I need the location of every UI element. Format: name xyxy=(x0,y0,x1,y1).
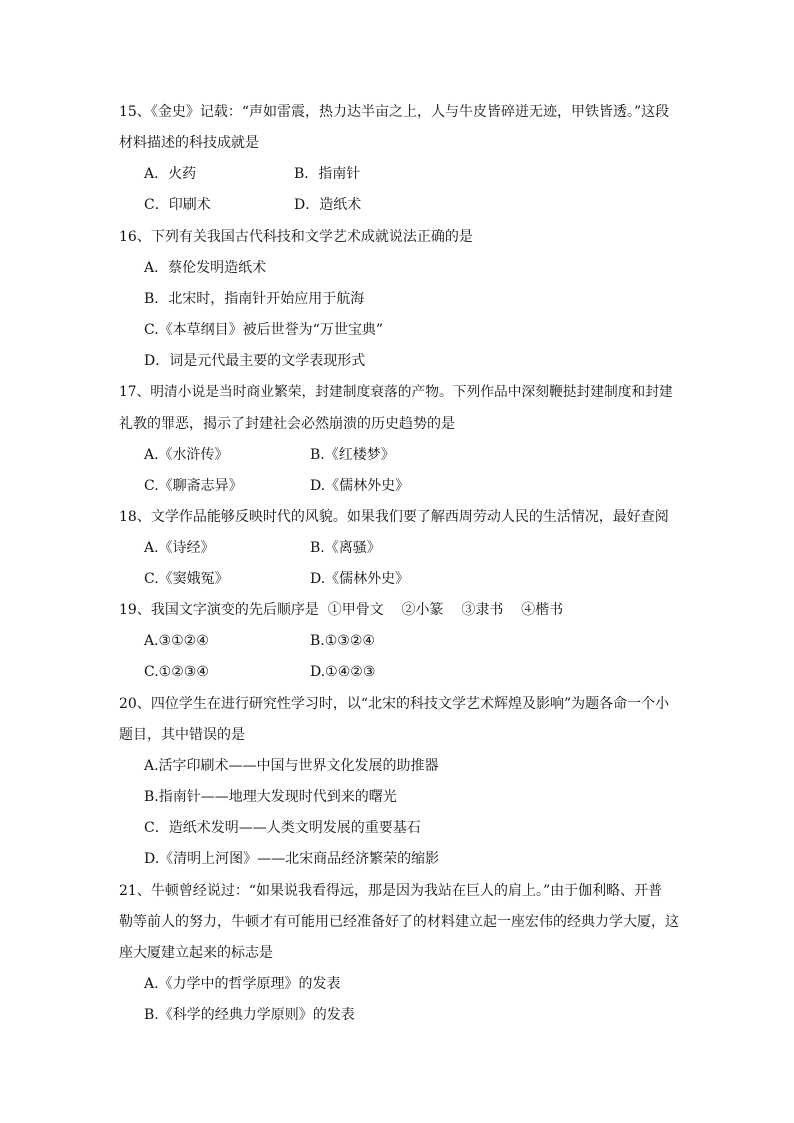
question-21-line-2: 勒等前人的努力，牛顿才有可能用已经准备好了的材料建立起一座宏伟的经典力学大厦，这 xyxy=(119,914,679,930)
question-15-line-1: 15、《金史》记载：“声如雷震，热力达半亩之上，人与牛皮皆碎迸无迹，甲铁皆透。”这段 xyxy=(119,104,670,120)
question-17-option-c: C.《聊斋志异》 xyxy=(144,478,243,494)
question-19-option-c: C.①②③④ xyxy=(144,664,209,680)
question-18-option-b: B.《离骚》 xyxy=(310,540,381,556)
question-15-option-a: A．火药 xyxy=(144,166,197,182)
question-17-option-d: D.《儒林外史》 xyxy=(310,478,410,494)
question-20-option-d: D.《清明上河图》——北宋商品经济繁荣的缩影 xyxy=(144,851,440,867)
question-16-option-a: A．蔡伦发明造纸术 xyxy=(144,260,267,276)
question-20-option-a: A.活字印刷术——中国与世界文化发展的助推器 xyxy=(144,758,439,774)
question-18-option-c: C.《窦娥冤》 xyxy=(144,571,229,587)
question-17-line-2: 礼教的罪恶，揭示了封建社会必然崩溃的历史趋势的是 xyxy=(119,416,455,432)
question-19-line-1: 19、我国文字演变的先后顺序是 ①甲骨文 ②小篆 ③隶书 ④楷书 xyxy=(119,602,564,618)
question-15-line-2: 材料描述的科技成就是 xyxy=(119,135,259,151)
question-15-option-b: B．指南针 xyxy=(294,166,361,182)
question-20-option-b: B.指南针——地理大发现时代到来的曙光 xyxy=(144,789,397,805)
question-21-option-a: A.《力学中的哲学原理》的发表 xyxy=(144,976,341,992)
question-16-line-1: 16、下列有关我国古代科技和文学艺术成就说法正确的是 xyxy=(119,229,473,245)
question-15-option-c: C．印刷术 xyxy=(144,197,211,213)
question-19-option-d: D.①④②③ xyxy=(310,664,376,680)
question-15-option-d: D．造纸术 xyxy=(294,197,362,213)
question-17-option-b: B.《红楼梦》 xyxy=(310,447,395,463)
question-20-line-2: 题目，其中错误的是 xyxy=(119,727,245,743)
question-18-option-d: D.《儒林外史》 xyxy=(310,571,410,587)
question-19-option-b: B.①③②④ xyxy=(310,633,375,649)
question-18-option-a: A.《诗经》 xyxy=(144,540,215,556)
question-16-option-b: B．北宋时，指南针开始应用于航海 xyxy=(144,291,365,307)
question-16-option-d: D．词是元代最主要的文学表现形式 xyxy=(144,353,366,369)
question-19-option-a: A.③①②④ xyxy=(144,633,209,649)
question-21-option-b: B.《科学的经典力学原则》的发表 xyxy=(144,1007,355,1023)
question-20-line-1: 20、四位学生在进行研究性学习时，以“北宋的科技文学艺术辉煌及影响”为题各命一个小 xyxy=(119,696,670,712)
question-16-option-c: C.《本草纲目》被后世誉为“万世宝典” xyxy=(144,322,383,338)
question-21-line-1: 21、牛顿曾经说过：“如果说我看得远，那是因为我站在巨人的肩上。”由于伽利略、开普 xyxy=(119,883,663,899)
question-17-line-1: 17、明清小说是当时商业繁荣，封建制度衰落的产物。下列作品中深刻鞭挞封建制度和封建 xyxy=(119,384,673,400)
question-17-option-a: A.《水浒传》 xyxy=(144,447,229,463)
question-21-line-3: 座大厦建立起来的标志是 xyxy=(119,945,273,961)
question-20-option-c: C．造纸术发明——人类文明发展的重要基石 xyxy=(144,820,421,836)
question-18-line-1: 18、文学作品能够反映时代的风貌。如果我们要了解西周劳动人民的生活情况，最好查阅 xyxy=(119,509,669,525)
